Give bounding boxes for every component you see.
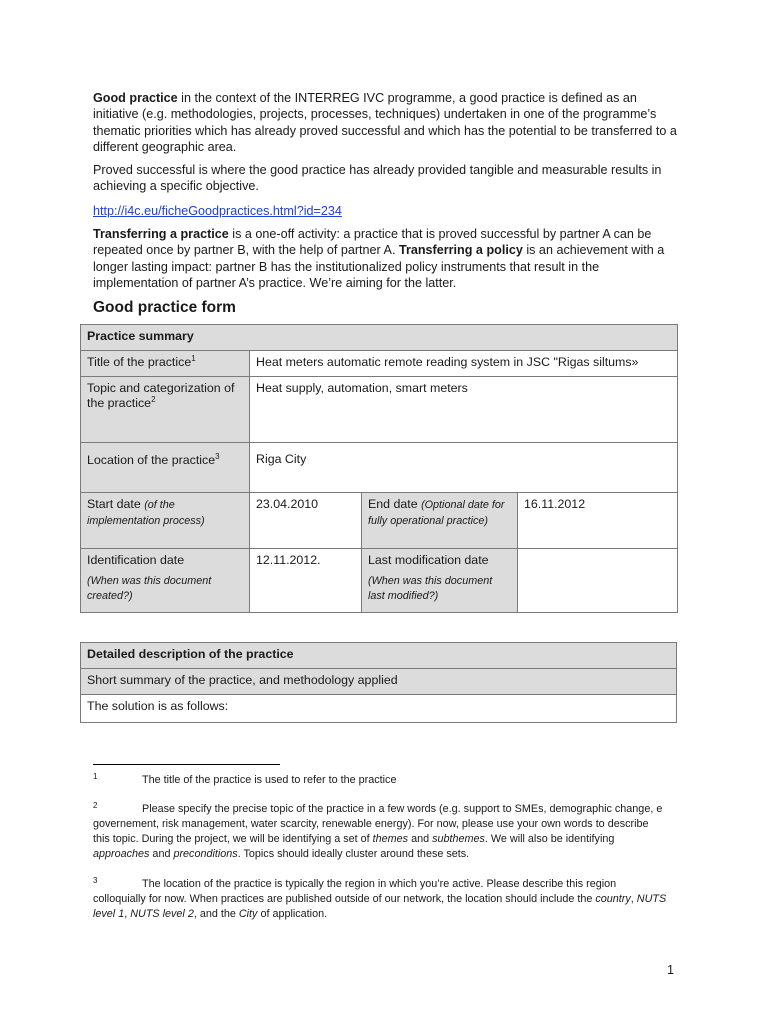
footnote-3-text-b: , xyxy=(630,893,637,905)
transfer-practice-term: Transferring a practice xyxy=(93,227,229,241)
footnote-2 xyxy=(93,802,668,862)
end-date-value[interactable]: 16.11.2012 xyxy=(518,493,678,549)
footnote-3-city: City xyxy=(238,908,258,920)
footnote-2-preconditions: preconditions xyxy=(173,848,238,860)
footnote-ref-3[interactable]: 3 xyxy=(215,451,220,461)
title-label: Title of the practice xyxy=(87,355,192,369)
identification-date-note: (When was this document created?) xyxy=(87,575,212,602)
footnote-3-text-c: , xyxy=(124,908,131,920)
footnote-2-text-a: Please specify the precise topic of the practice in a few words (e.g. support to SMEs, demographic change, e governement, risk management, water scarcity, renewable energy). For now, please use your own words to describe this topic. During the project, we will be identifying a set of xyxy=(93,803,663,845)
last-modification-label-cell xyxy=(362,549,518,613)
start-date-label-cell xyxy=(81,493,250,549)
end-date-label-cell xyxy=(362,493,518,549)
intro-paragraph-proved: Proved successful is where the good practice has already provided tangible and measurable results in achieving a specific objective. xyxy=(93,163,662,194)
footnote-2-approaches: approaches xyxy=(93,848,150,860)
location-label-cell xyxy=(81,443,250,493)
topic-label: Topic and categorization of the practice xyxy=(87,381,235,410)
last-modification-note: (When was this document last modified?) xyxy=(368,575,493,602)
end-date-label: End date xyxy=(368,497,418,511)
intro-paragraph-transfer xyxy=(93,226,683,291)
footnote-3-nuts1: NUTS level 1 xyxy=(93,893,667,920)
start-date-value[interactable]: 23.04.2010 xyxy=(250,493,362,549)
intro-paragraph-definition xyxy=(93,90,683,155)
footnote-2-text-b: and xyxy=(408,833,433,845)
detailed-description-header: Detailed description of the practice xyxy=(81,643,677,669)
page-number: 1 xyxy=(667,963,674,977)
footnote-3-text-d: , and the xyxy=(193,908,239,920)
start-date-label: Start date xyxy=(87,497,141,511)
last-modification-label: Last modification date xyxy=(368,553,489,567)
title-label-cell xyxy=(81,351,250,377)
footnote-separator xyxy=(93,764,280,765)
footnote-2-text-d: and xyxy=(149,848,174,860)
practice-summary-table xyxy=(80,324,678,613)
detailed-description-table xyxy=(80,642,677,723)
good-practice-term: Good practice xyxy=(93,91,178,105)
footnote-3-text-a: The location of the practice is typically the region in which you’re active. Please describe this region colloquially for now. When practices are published outside of our network, the location should include the xyxy=(93,878,617,905)
identification-date-label: Identification date xyxy=(87,553,185,567)
footnote-1 xyxy=(93,773,668,788)
short-summary-subheader: Short summary of the practice, and methodology applied xyxy=(81,669,677,695)
footnote-3-number: 3 xyxy=(93,876,98,885)
footnote-ref-1[interactable]: 1 xyxy=(191,353,196,363)
footnote-3-nuts2: NUTS level 2 xyxy=(130,908,194,920)
start-date-note: (of the implementation process) xyxy=(87,499,205,527)
definition-text: in the context of the INTERREG IVC programme, a good practice is defined as an initiative (e.g. methodologies, projects, processes, techniques) undertaken in one of the programme’s thematic priorities which has already proved successful and which has the potential to be transferred to a different geographic area. xyxy=(93,91,677,154)
title-value[interactable]: Heat meters automatic remote reading system in JSC "Rigas siltums» xyxy=(250,351,678,377)
footnote-3-text-e: of application. xyxy=(257,908,328,920)
footnote-2-number: 2 xyxy=(93,801,98,810)
location-value[interactable]: Riga City xyxy=(250,443,678,493)
footnote-3 xyxy=(93,877,668,922)
footnote-3-country: country xyxy=(595,893,631,905)
footnote-1-text: The title of the practice is used to refer to the practice xyxy=(142,774,397,786)
identification-date-label-cell xyxy=(81,549,250,613)
footnote-1-number: 1 xyxy=(93,772,98,781)
footnote-2-text-c: . We will also be identifying xyxy=(484,833,615,845)
transfer-policy-text: is an achievement with a longer lasting impact: partner B has the institutionalized policy instruments that result in the implementation of partner A’s practice. We’re aiming for the latter. xyxy=(93,243,665,290)
reference-link[interactable]: http://i4c.eu/ficheGoodpractices.html?id=234 xyxy=(93,204,342,218)
practice-summary-header: Practice summary xyxy=(81,325,678,351)
transfer-policy-term: Transferring a policy xyxy=(398,243,523,258)
footnote-2-themes: themes xyxy=(372,833,409,845)
solution-content[interactable]: The solution is as follows: xyxy=(81,695,677,723)
footnote-ref-2[interactable]: 2 xyxy=(151,394,156,404)
footnote-2-text-e: . Topics should ideally cluster around these sets. xyxy=(237,848,470,860)
footnote-2-subthemes: subthemes xyxy=(432,833,485,845)
transfer-practice-text: is a one-off activity: a practice that is proved successful by partner A can be repeated once by partner B, with the help of partner A. xyxy=(93,227,652,258)
location-label: Location of the practice xyxy=(87,453,216,467)
last-modification-value[interactable] xyxy=(518,549,678,613)
form-heading: Good practice form xyxy=(93,299,236,316)
reference-link-paragraph xyxy=(93,203,683,219)
topic-label-cell xyxy=(81,377,250,443)
identification-date-value[interactable]: 12.11.2012. xyxy=(250,549,362,613)
topic-value[interactable]: Heat supply, automation, smart meters xyxy=(250,377,678,443)
end-date-note: (Optional date for fully operational practice) xyxy=(368,499,505,527)
